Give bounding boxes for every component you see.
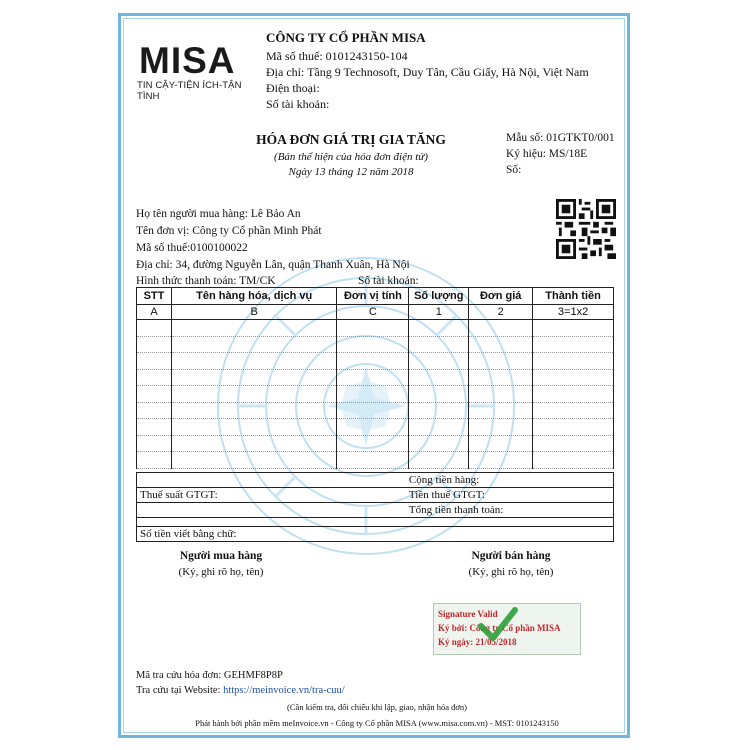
invoice-date: Ngày 13 tháng 12 năm 2018 (288, 166, 414, 178)
verify-note: (Cần kiểm tra, đối chiếu khi lập, giao, nhận hóa đơn) (287, 702, 467, 712)
col-header: Tên hàng hóa, dịch vụ (171, 288, 337, 305)
col-code: 1 (409, 305, 469, 320)
invoice-form-no: Mẫu số: 01GTKT0/001 (506, 132, 615, 144)
check-mark-icon (478, 606, 518, 644)
col-code: B (171, 305, 337, 320)
buyer-account: Số tài khoản: (358, 275, 419, 287)
buyer-name: Họ tên người mua hàng: Lê Bảo An (136, 208, 301, 220)
seller-sign-title: Người bán hàng (471, 550, 551, 562)
buyer-sign-title: Người mua hàng (179, 550, 263, 562)
table-row (137, 369, 614, 386)
vat-rate-label: Thuế suất GTGT: (137, 488, 406, 503)
company-phone: Điện thoại: (266, 81, 320, 95)
buyer-tax-code: Mã số thuế:0100100022 (136, 242, 248, 254)
buyer-sign-note: (Ký, ghi rõ họ, tên) (178, 566, 264, 578)
amount-in-words-label: Số tiền viết bằng chữ: (137, 527, 614, 542)
misa-logo (137, 40, 257, 102)
buyer-address: Địa chỉ: 34, đường Nguyễn Lân, quận Thanh Xuân, Hà Nội (136, 259, 410, 271)
col-code: 2 (469, 305, 533, 320)
items-table (136, 287, 614, 469)
table-header-row (137, 288, 614, 305)
lookup-code: Mã tra cứu hóa đơn: GEHMF8P8P (136, 670, 283, 681)
subtotal-label: Cộng tiền hàng: (406, 473, 614, 488)
col-header: Thành tiền (533, 288, 614, 305)
lookup-site (136, 685, 345, 696)
table-code-row (137, 305, 614, 320)
signed-date-text: Ký ngày: 21/05/2018 (438, 637, 517, 647)
col-header: Số lượng (409, 288, 469, 305)
seller-sign-note: (Ký, ghi rõ họ, tên) (468, 566, 554, 578)
logo-wordmark: MISA (139, 40, 236, 81)
col-code: 3=1x2 (533, 305, 614, 320)
qr-code-icon (556, 199, 616, 259)
vat-amount-label: Tiền thuế GTGT: (406, 488, 614, 503)
col-header: Đơn vị tính (337, 288, 409, 305)
table-row (137, 386, 614, 403)
issued-by: Phát hành bởi phần mềm meInvoice.vn - Công ty Cổ phần MISA (www.misa.com.vn) - MST: 0101243150 (195, 718, 559, 728)
company-address: Địa chỉ: Tầng 9 Technosoft, Duy Tân, Cầu Giấy, Hà Nội, Việt Nam (266, 65, 589, 79)
logo-tagline: TIN CẬY-TIỆN ÍCH-TẬN TÌNH (137, 80, 242, 102)
col-code: A (137, 305, 172, 320)
table-row (137, 452, 614, 469)
buyer-unit: Tên đơn vị: Công ty Cổ phần Minh Phát (136, 225, 322, 237)
table-row (137, 419, 614, 436)
col-code: C (337, 305, 409, 320)
lookup-site-label: Tra cứu tại Website: (136, 685, 221, 696)
col-header: Đơn giá (469, 288, 533, 305)
company-name: CÔNG TY CỔ PHẦN MISA (266, 30, 426, 45)
table-row (137, 336, 614, 353)
invoice-subtitle: (Bản thể hiện của hóa đơn điện tử) (274, 151, 428, 163)
digital-signature-box[interactable] (433, 603, 581, 655)
table-row (137, 320, 614, 337)
totals-table (136, 472, 614, 542)
company-tax-code: Mã số thuế: 0101243150-104 (266, 49, 408, 63)
invoice-number: Số: (506, 164, 522, 176)
signature-valid-text: Signature Valid (438, 609, 498, 619)
table-row (137, 353, 614, 370)
table-row (137, 435, 614, 452)
grand-total-label: Tổng tiền thanh toán: (406, 503, 614, 518)
table-row (137, 402, 614, 419)
company-account: Số tài khoản: (266, 97, 330, 111)
invoice-symbol: Ký hiệu: MS/18E (506, 148, 588, 160)
invoice-title: HÓA ĐƠN GIÁ TRỊ GIA TĂNG (256, 132, 446, 147)
payment-method: Hình thức thanh toán: TM/CK (136, 275, 276, 287)
col-header: STT (137, 288, 172, 305)
invoice-frame (118, 13, 630, 738)
lookup-site-link[interactable]: https://meinvoice.vn/tra-cuu/ (223, 685, 345, 696)
signed-by-text: Ký bởi: Công ty Cổ phần MISA (438, 623, 561, 633)
